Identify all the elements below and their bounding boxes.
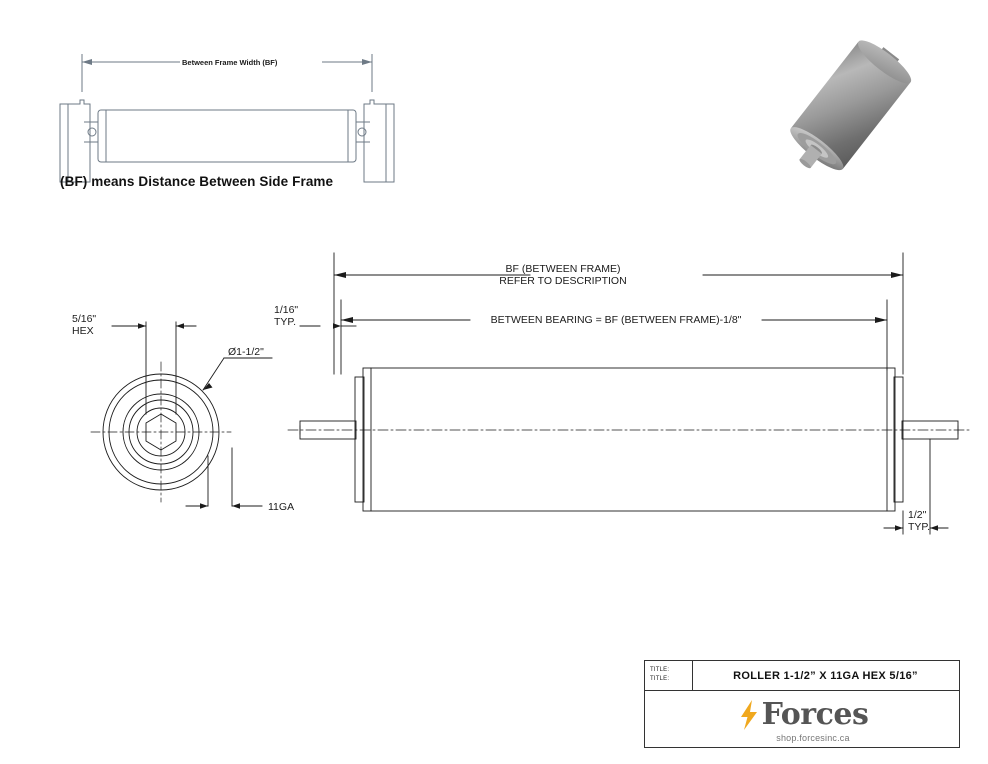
inset-dimension-label: Between Frame Width (BF) bbox=[182, 58, 278, 67]
left-typ-line1: 1/16" bbox=[274, 304, 299, 316]
bf-dimension-line1: BF (BETWEEN FRAME) bbox=[505, 263, 621, 275]
brand-logo bbox=[736, 698, 869, 732]
brand-name: Forces bbox=[761, 696, 869, 732]
title-block bbox=[644, 660, 960, 748]
diameter-callout: Ø1-1/2" bbox=[228, 346, 264, 358]
right-typ-line1: 1/2" bbox=[908, 509, 927, 521]
inset-caption: (BF) means Distance Between Side Frame bbox=[60, 174, 334, 189]
lightning-bolt-icon bbox=[736, 698, 762, 732]
brand-url: shop.forcesinc.ca bbox=[776, 732, 850, 743]
brand-block bbox=[645, 691, 959, 747]
wall-thickness-callout: 11GA bbox=[268, 501, 295, 513]
bf-dimension-line2: REFER TO DESCRIPTION bbox=[499, 275, 627, 287]
title-label-line2: TITLE: bbox=[650, 675, 670, 682]
title-label-line1: TITLE: bbox=[650, 667, 670, 673]
title-block-label bbox=[650, 666, 692, 683]
left-typ-line2: TYP. bbox=[274, 316, 296, 328]
right-typ-line2: TYP. bbox=[908, 521, 930, 533]
between-bearing-dimension: BETWEEN BEARING = BF (BETWEEN FRAME)-1/8" bbox=[490, 314, 742, 326]
drawing-title: ROLLER 1-1/2” X 11GA HEX 5/16” bbox=[733, 670, 918, 682]
hex-callout-line2: HEX bbox=[72, 325, 94, 337]
hex-callout-line1: 5/16" bbox=[72, 313, 97, 325]
title-block-title-row bbox=[645, 661, 959, 691]
